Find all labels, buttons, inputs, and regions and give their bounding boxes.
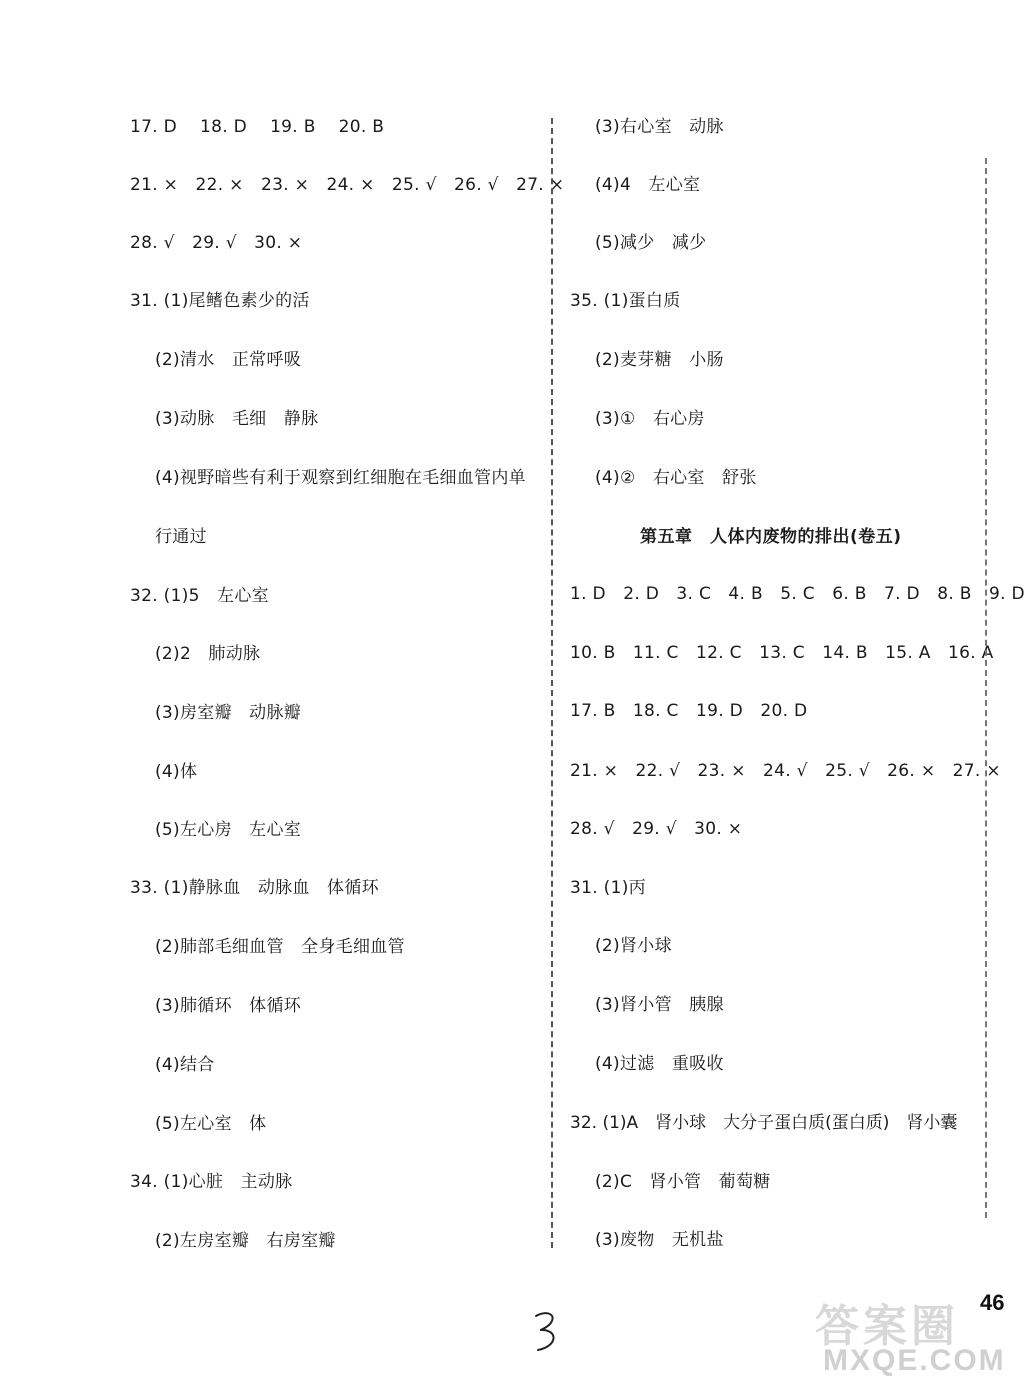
- watermark: [815, 1290, 1006, 1386]
- answer-line: (4)视野暗些有利于观察到红细胞在毛细血管内单: [155, 468, 526, 488]
- answer-line: 33. (1)静脉血 动脉血 体循环: [130, 878, 379, 898]
- answer-line: 34. (1)心脏 主动脉: [130, 1172, 293, 1192]
- chapter-heading: 第五章 人体内废物的排出(卷五): [640, 527, 902, 547]
- answer-line: 21. × 22. × 23. × 24. × 25. √ 26. √ 27. ×: [130, 175, 565, 195]
- answer-line: 32. (1)A 肾小球 大分子蛋白质(蛋白质) 肾小囊: [570, 1113, 958, 1133]
- answer-line: (4)过滤 重吸收: [595, 1054, 724, 1074]
- page-number: 46: [980, 1290, 1005, 1315]
- answer-line: (4)② 右心室 舒张: [595, 468, 757, 488]
- answer-line: 17. D 18. D 19. B 20. B: [130, 117, 385, 137]
- answer-line: (2)2 肺动脉: [155, 644, 261, 664]
- answer-line: (3)肺循环 体循环: [155, 996, 302, 1016]
- answer-line: (3)肾小管 胰腺: [595, 995, 724, 1015]
- answer-line: (2)清水 正常呼吸: [155, 350, 302, 370]
- answer-line: (4)体: [155, 762, 198, 782]
- answer-line: (5)左心室 体: [155, 1114, 267, 1134]
- answer-line: 31. (1)丙: [570, 878, 646, 898]
- answer-line: (2)左房室瓣 右房室瓣: [155, 1231, 336, 1251]
- column-divider: [551, 118, 553, 1248]
- answer-line: (5)左心房 左心室: [155, 820, 302, 840]
- watermark-url: MXQE.COM: [823, 1344, 1006, 1377]
- answer-line: (3)① 右心房: [595, 409, 705, 429]
- answer-line: (2)肺部毛细血管 全身毛细血管: [155, 937, 405, 957]
- answer-line: 31. (1)尾鳍色素少的活: [130, 291, 310, 311]
- answer-line: 行通过: [155, 527, 207, 547]
- answer-line: 28. √ 29. √ 30. ×: [130, 233, 303, 253]
- answer-line: (2)肾小球: [595, 936, 672, 956]
- answer-line: 28. √ 29. √ 30. ×: [570, 819, 743, 839]
- answer-line: (4)4 左心室: [595, 175, 701, 195]
- answer-line: 10. B 11. C 12. C 13. C 14. B 15. A 16. A: [570, 643, 994, 663]
- watermark-logo: 答案圈: [815, 1301, 959, 1352]
- answer-line: (5)减少 减少: [595, 233, 707, 253]
- handwritten-mark: [528, 1308, 568, 1354]
- answer-line: 1. D 2. D 3. C 4. B 5. C 6. B 7. D 8. B 9. D: [570, 584, 1025, 604]
- answer-line: 21. × 22. √ 23. × 24. √ 25. √ 26. × 27. ×: [570, 761, 1001, 781]
- answer-line: (3)动脉 毛细 静脉: [155, 409, 319, 429]
- answer-line: 35. (1)蛋白质: [570, 291, 681, 311]
- answer-line: (2)麦芽糖 小肠: [595, 350, 724, 370]
- right-margin-divider: [985, 158, 987, 1218]
- answer-line: (3)右心室 动脉: [595, 117, 724, 137]
- answer-line: (3)废物 无机盐: [595, 1230, 724, 1250]
- answer-line: 17. B 18. C 19. D 20. D: [570, 701, 808, 721]
- answer-line: (4)结合: [155, 1055, 215, 1075]
- answer-line: (3)房室瓣 动脉瓣: [155, 703, 302, 723]
- answer-line: (2)C 肾小管 葡萄糖: [595, 1172, 771, 1192]
- answer-line: 32. (1)5 左心室: [130, 586, 269, 606]
